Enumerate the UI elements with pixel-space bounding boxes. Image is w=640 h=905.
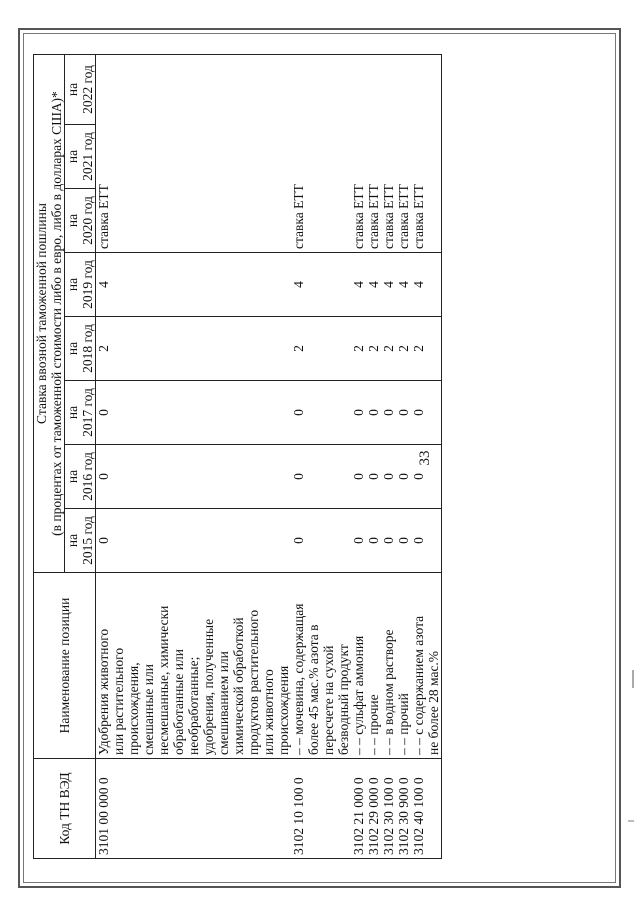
row-2015: 0: [381, 509, 396, 573]
row-2017: 0: [381, 381, 396, 445]
header-name: Наименование позиции: [34, 573, 96, 759]
row-2016: 0: [396, 445, 411, 509]
year-2015: 2015 год: [80, 509, 96, 573]
year-pre-2020: на: [65, 189, 81, 253]
row-2016: 0: [96, 445, 292, 509]
row-code: 3102 40 100 0: [411, 759, 442, 859]
page-number: 33: [417, 450, 433, 466]
row-2018: 2: [411, 317, 442, 381]
row-2019: 4: [381, 253, 396, 317]
row-rate: ставка ЕТТ: [291, 55, 351, 253]
row-2018: 2: [381, 317, 396, 381]
rate-title-line2: (в процентах от таможенной стоимости либо в евро, либо в долларах США)*: [49, 91, 64, 536]
row-2017: 0: [366, 381, 381, 445]
row-name: – – прочий: [396, 573, 411, 759]
row-2019: 4: [366, 253, 381, 317]
table-row: [411, 55, 442, 859]
row-name: – – в водном растворе: [381, 573, 396, 759]
scan-artifact: [632, 670, 634, 688]
year-2018: 2018 год: [80, 317, 96, 381]
table-row: [291, 55, 351, 859]
tariff-table: [33, 54, 442, 859]
row-code: 3102 30 100 0: [381, 759, 396, 859]
table-row: [381, 55, 396, 859]
row-name: – – прочие: [366, 573, 381, 759]
row-code: 3102 21 000 0: [351, 759, 366, 859]
row-2019: 4: [411, 253, 442, 317]
row-2017: 0: [411, 381, 442, 445]
year-pre-2015: на: [65, 509, 81, 573]
row-rate: ставка ЕТТ: [411, 55, 442, 253]
row-2016: 0: [411, 445, 442, 509]
row-2015: 0: [351, 509, 366, 573]
year-pre-2017: на: [65, 381, 81, 445]
row-2018: 2: [351, 317, 366, 381]
year-pre-2021: на: [65, 125, 81, 189]
row-2015: 0: [291, 509, 351, 573]
row-name: – – с содержанием азота не более 28 мас.%: [411, 573, 442, 759]
row-name: – – сульфат аммония: [351, 573, 366, 759]
row-rate: ставка ЕТТ: [396, 55, 411, 253]
header-rate-title: [34, 55, 65, 573]
row-2019: 4: [351, 253, 366, 317]
row-2018: 2: [366, 317, 381, 381]
row-2015: 0: [96, 509, 292, 573]
row-2015: 0: [366, 509, 381, 573]
year-pre-2019: на: [65, 253, 81, 317]
table-body: [96, 55, 442, 859]
document-page: [25, 35, 614, 881]
year-2022: 2022 год: [80, 55, 96, 125]
row-2016: 0: [291, 445, 351, 509]
row-2016: 0: [381, 445, 396, 509]
year-pre-2018: на: [65, 317, 81, 381]
row-name: Удобрения животного или растительного происхождения, смешанные или несмешанные, химически обработанные или необработанные; удобрения, полученные смешиванием или химической обработкой продуктов растительного или животного происхождения: [96, 573, 292, 759]
row-code: 3101 00 000 0: [96, 759, 292, 859]
year-2017: 2017 год: [80, 381, 96, 445]
year-2021: 2021 год: [80, 125, 96, 189]
row-name: – – мочевина, содержащая более 45 мас.% азота в пересчете на сухой безводный продукт: [291, 573, 351, 759]
row-2019: 4: [96, 253, 292, 317]
table-row: [351, 55, 366, 859]
table-row: [96, 55, 292, 859]
year-2019: 2019 год: [80, 253, 96, 317]
row-code: 3102 29 000 0: [366, 759, 381, 859]
year-2016: 2016 год: [80, 445, 96, 509]
table-header: [34, 55, 96, 859]
row-rate: ставка ЕТТ: [96, 55, 292, 253]
row-2017: 0: [291, 381, 351, 445]
row-code: 3102 30 900 0: [396, 759, 411, 859]
row-2019: 4: [291, 253, 351, 317]
table-row: [396, 55, 411, 859]
header-code: Код ТН ВЭД: [34, 759, 96, 859]
row-rate: ставка ЕТТ: [366, 55, 381, 253]
scan-artifact: [628, 820, 634, 822]
table-row: [366, 55, 381, 859]
row-2019: 4: [396, 253, 411, 317]
row-2016: 0: [366, 445, 381, 509]
year-pre-2016: на: [65, 445, 81, 509]
row-2017: 0: [96, 381, 292, 445]
row-code: 3102 10 100 0: [291, 759, 351, 859]
row-rate: ставка ЕТТ: [381, 55, 396, 253]
row-2015: 0: [411, 509, 442, 573]
row-2017: 0: [351, 381, 366, 445]
year-2020: 2020 год: [80, 189, 96, 253]
row-2018: 2: [96, 317, 292, 381]
rate-title-line1: Ставка ввозной таможенной пошлины: [34, 203, 49, 424]
row-rate: ставка ЕТТ: [351, 55, 366, 253]
row-2015: 0: [396, 509, 411, 573]
row-2018: 2: [396, 317, 411, 381]
row-2016: 0: [351, 445, 366, 509]
year-pre-2022: на: [65, 55, 81, 125]
row-2017: 0: [396, 381, 411, 445]
row-2018: 2: [291, 317, 351, 381]
rotated-content: [25, 35, 614, 881]
